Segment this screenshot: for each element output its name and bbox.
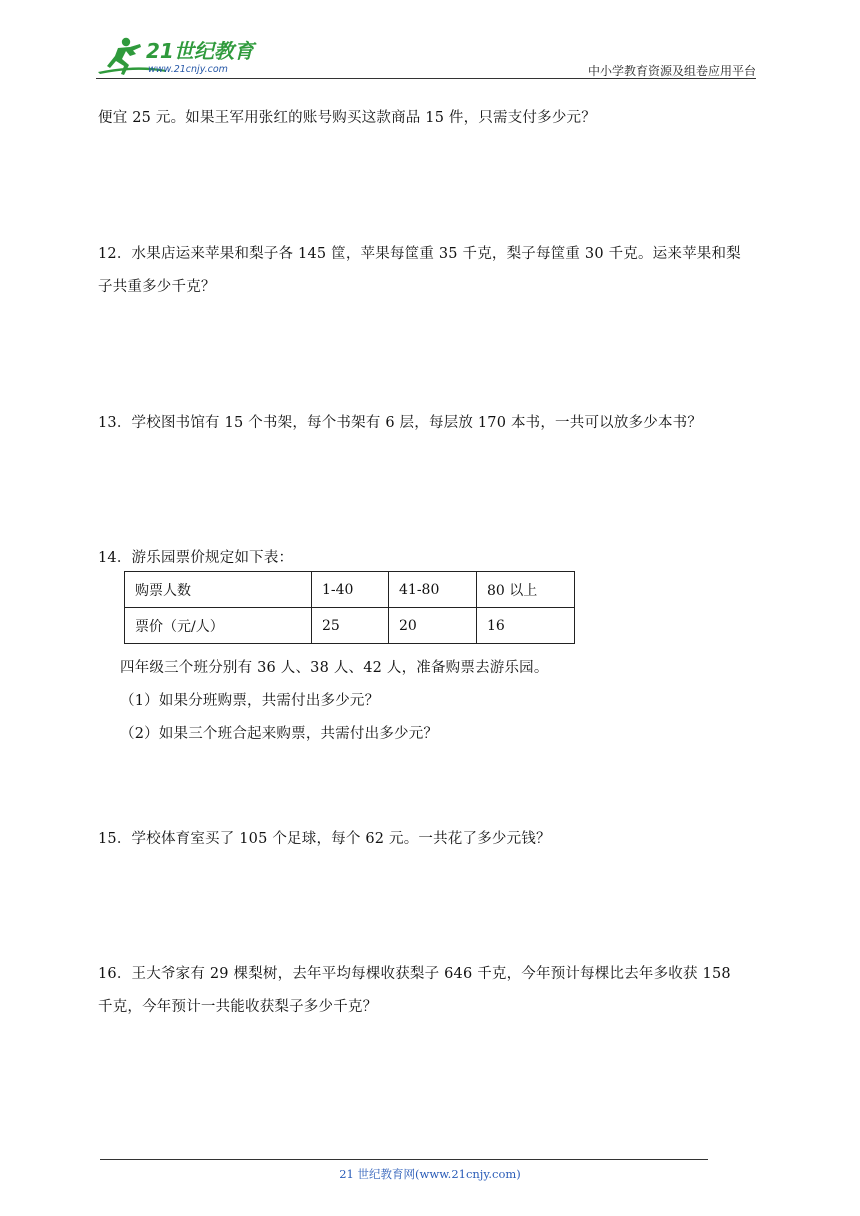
svg-text:www.21cnjy.com: www.21cnjy.com — [148, 64, 228, 75]
platform-name: 中小学教育资源及组卷应用平台 — [587, 64, 756, 78]
question-14-sub-1: （1）如果分班购票，共需付出多少元？ — [120, 693, 380, 709]
table-cell: 1-40 — [312, 572, 389, 608]
table-cell: 80 以上 — [477, 572, 575, 608]
question-11-tail: 便宜 25 元。如果王军用张红的账号购买这款商品 15 件，只需支付多少元？ — [98, 110, 596, 126]
table-cell: 41-80 — [389, 572, 477, 608]
table-cell: 购票人数 — [125, 572, 312, 608]
table-row — [125, 572, 575, 608]
svg-text:21世纪教育: 21世纪教育 — [146, 39, 254, 63]
table-cell: 票价（元/人） — [125, 608, 312, 644]
table-row — [125, 608, 575, 644]
table-cell: 20 — [389, 608, 477, 644]
table-cell: 16 — [477, 608, 575, 644]
question-16-line-1: 16．王大爷家有 29 棵梨树，去年平均每棵收获梨子 646 千克，今年预计每棵比去年多收获 158 — [98, 966, 731, 982]
footer-link[interactable]: 21 世纪教育网(www.21cnjy.com) — [339, 1167, 521, 1181]
question-14-text: 四年级三个班分别有 36 人、38 人、42 人，准备购票去游乐园。 — [120, 660, 549, 676]
question-13: 13．学校图书馆有 15 个书架，每个书架有 6 层，每层放 170 本书，一共可以放多少本书？ — [98, 415, 703, 431]
table-cell: 25 — [312, 608, 389, 644]
question-15: 15．学校体育室买了 105 个足球，每个 62 元。一共花了多少元钱？ — [98, 831, 551, 847]
question-16-line-2: 千克，今年预计一共能收获梨子多少千克？ — [98, 999, 378, 1015]
question-14-intro: 14．游乐园票价规定如下表： — [98, 550, 294, 566]
ticket-price-table — [124, 571, 575, 644]
header-divider — [96, 78, 756, 79]
question-12-line-2: 子共重多少千克？ — [98, 279, 216, 295]
footer-divider — [100, 1159, 708, 1160]
runner-logo-icon — [96, 34, 266, 78]
question-12-line-1: 12．水果店运来苹果和梨子各 145 筐，苹果每筐重 35 千克，梨子每筐重 30 千克。运来苹果和梨 — [98, 246, 741, 262]
question-14-sub-2: （2）如果三个班合起来购票，共需付出多少元？ — [120, 726, 439, 742]
site-logo — [96, 34, 266, 78]
